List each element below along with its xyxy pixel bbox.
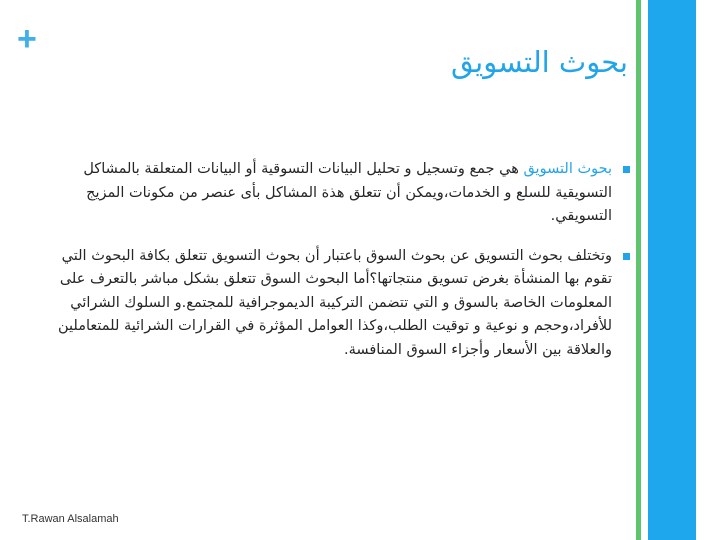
green-accent-bar (636, 0, 641, 540)
blue-accent-bar (648, 0, 696, 540)
bullet-item-2 (40, 245, 630, 363)
plus-decoration: + (17, 20, 37, 58)
square-bullet-icon (623, 166, 630, 173)
bullet-text: هي جمع وتسجيل و تحليل البيانات التسوقية أو البيانات المتعلقة بالمشاكل التسويقية للسلع و الخدمات،ويمكن أن تتعلق هذة المشاكل بأى عنصر من مكونات المزيج التسويقي. (83, 161, 612, 224)
footer-author: T.Rawan Alsalamah (22, 513, 119, 525)
bullet-highlight-term: بحوث التسويق (523, 161, 612, 177)
slide-title: بحوث التسويق (450, 45, 628, 79)
bullet-item-1 (40, 158, 630, 229)
square-bullet-icon (623, 253, 630, 260)
slide-body (40, 158, 630, 378)
bullet-text: وتختلف بحوث التسويق عن بحوث السوق باعتبار أن بحوث التسويق تتعلق بكافة البحوث التي تقوم بها المنشأة بغرض تسويق منتجاتها؟أما البحوث السوق تتعلق بشكل مباشر بالتعرف على المعلومات الخاصة بالسوق و التي تتضمن التركيبة الديموجرافية للمجتمع.و السلوك الشرائي للأفراد،وحجم و نوعية و توقيت الطلب،وكذا العوامل المؤثرة في القرارات الشرائية للمتعاملين والعلاقة بين الأسعار وأجزاء السوق المنافسة. (58, 247, 612, 358)
